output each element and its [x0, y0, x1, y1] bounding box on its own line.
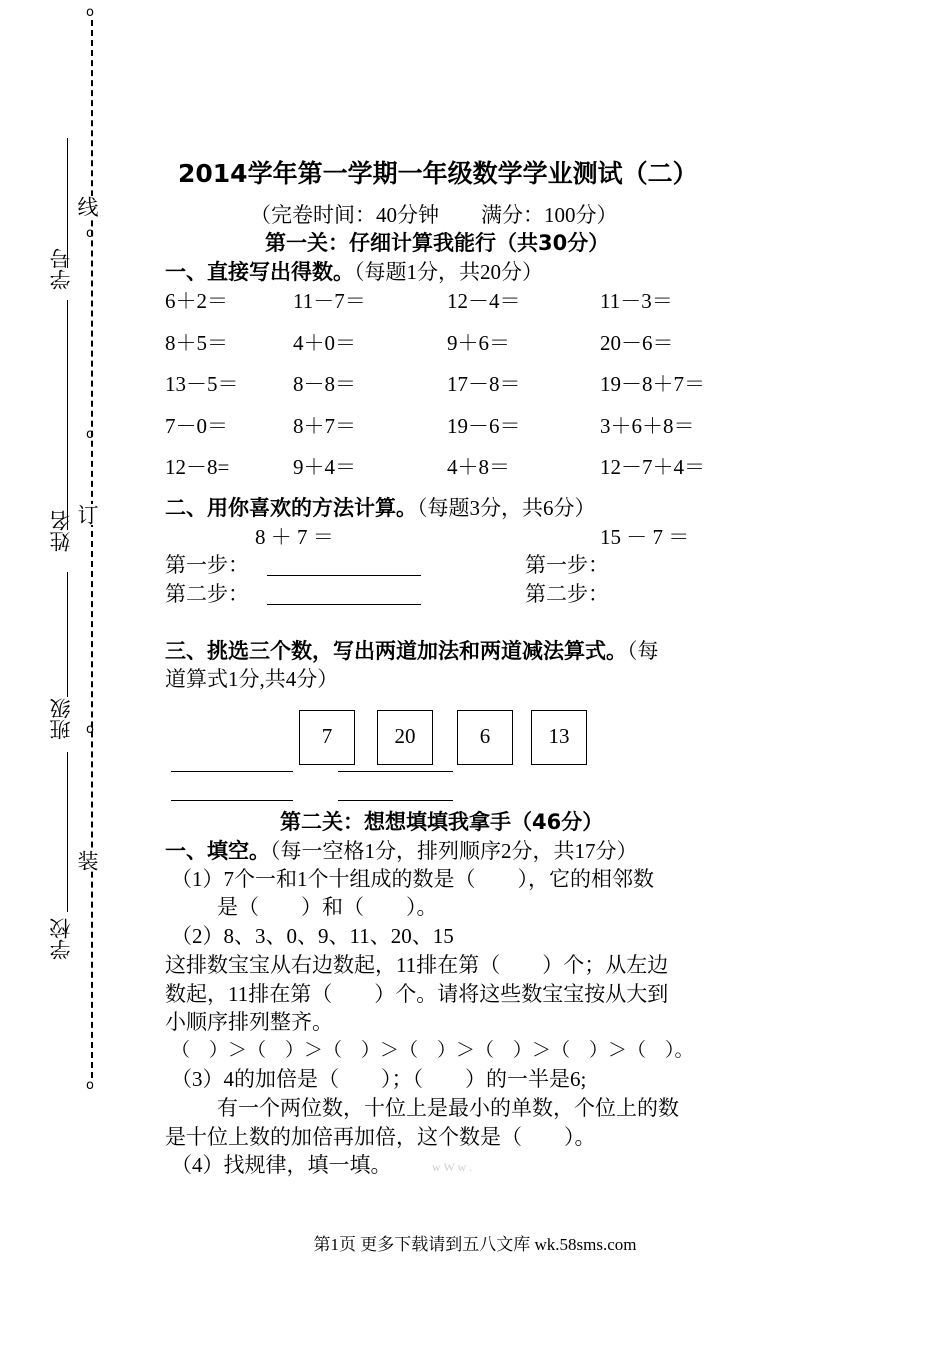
name-label: 姓名 — [49, 510, 73, 552]
binding-mark-xian: 线 — [80, 196, 102, 217]
l2-line-10: 是十位上数的加倍再加倍，这个数是（ ）。 — [165, 1125, 596, 1149]
q1-r2c1: 8＋5＝ — [165, 331, 228, 355]
binding-circle-bottom: o — [86, 1078, 94, 1093]
q3-answer-line-1[interactable] — [171, 771, 293, 772]
level1-heading — [265, 230, 609, 256]
q2-title: 二、用你喜欢的方法计算。 — [165, 496, 417, 520]
page-title: 2014学年第一学期一年级数学学业测试（二） — [178, 159, 698, 188]
student-number-label: 学号 — [49, 248, 73, 290]
l2-q1-title-row — [165, 838, 638, 864]
binding-circle-1: o — [86, 226, 94, 241]
q3-number-box: 13 — [531, 710, 587, 765]
q1-title-row — [165, 259, 543, 285]
q1-r5c1: 12－8= — [165, 455, 230, 479]
q2-step1-label-b: 第一步： — [525, 553, 609, 577]
l2-line-5: 数起，11排在第（ ）个。请将这些数宝宝按从大到 — [165, 982, 669, 1006]
q2-step2-label: 第二步： — [165, 582, 249, 606]
q1-r4c2: 8＋7＝ — [293, 414, 356, 438]
level2-heading-text: 第二关：想想填填我拿手（46分） — [280, 810, 604, 834]
l2-line-8: （3）4的加倍是（ ）；（ ）的一半是6; — [171, 1067, 587, 1091]
binding-circle-top: o — [86, 5, 94, 20]
q2-expression-2: 15 － 7 ＝ — [600, 525, 690, 549]
q2-title-row — [165, 495, 596, 521]
q3-score-a: （每 — [627, 639, 659, 663]
q3-answer-line-2[interactable] — [338, 771, 453, 772]
q2-score: （每题3分，共6分） — [417, 496, 596, 520]
l2-line-11: （4）找规律，填一填。 — [171, 1153, 392, 1177]
name-line-top — [67, 300, 68, 530]
q3-title-row — [165, 638, 659, 664]
q1-r3c1: 13－5＝ — [165, 372, 239, 396]
l2-ordering-blanks[interactable]: （ ）＞（ ）＞（ ）＞（ ）＞（ ）＞（ ）＞（ ）。 — [171, 1040, 694, 1061]
q1-r1c2: 11－7＝ — [293, 289, 366, 313]
school-line-top — [67, 752, 68, 912]
l2-line-2: 是（ ）和（ ）。 — [217, 895, 438, 919]
l2-line-1: （1）7个一和1个十组成的数是（ ），它的相邻数 — [171, 867, 654, 891]
q1-r5c3: 4＋8＝ — [447, 455, 510, 479]
binding-mark-ding: 订 — [80, 504, 102, 525]
q3-number-box: 20 — [377, 710, 433, 765]
q2-step2-label-b: 第二步： — [525, 582, 609, 606]
q1-r3c3: 17－8＝ — [447, 372, 521, 396]
q1-r4c3: 19－6＝ — [447, 414, 521, 438]
level1-heading-text: 第一关：仔细计算我能行（共30分） — [265, 231, 610, 255]
q1-score: （每题1分，共20分） — [354, 260, 543, 284]
q1-r3c4: 19－8＋7＝ — [600, 372, 705, 396]
binding-circle-2: o — [86, 427, 94, 442]
q1-r4c4: 3＋6＋8＝ — [600, 414, 695, 438]
q1-r2c4: 20－6＝ — [600, 331, 674, 355]
binding-dashed-line — [91, 20, 93, 1078]
q3-number-box: 7 — [299, 710, 355, 765]
q2-step1-answer-line[interactable] — [267, 575, 421, 576]
page-footer: 第1页 更多下载请到五八文库 wk.58sms.com — [313, 1235, 637, 1254]
q1-r1c1: 6＋2＝ — [165, 289, 228, 313]
l2-line-9: 有一个两位数，十位上是最小的单数，个位上的数 — [217, 1096, 679, 1120]
q1-title: 一、直接写出得数。 — [165, 260, 354, 284]
q1-r3c2: 8－8＝ — [293, 372, 356, 396]
q3-answer-line-3[interactable] — [171, 800, 293, 801]
q1-r5c2: 9＋4＝ — [293, 455, 356, 479]
q1-r4c1: 7－0＝ — [165, 414, 228, 438]
q3-score-b: 道算式1分,共4分） — [165, 667, 339, 691]
q1-r1c4: 11－3＝ — [600, 289, 673, 313]
q1-r5c4: 12－7＋4＝ — [600, 455, 705, 479]
l2-line-6: 小顺序排列整齐。 — [165, 1010, 333, 1034]
q3-title: 三、挑选三个数，写出两道加法和两道减法算式。 — [165, 639, 627, 663]
q2-step2-answer-line[interactable] — [267, 604, 421, 605]
watermark-text: w W w . — [432, 1160, 473, 1174]
l2-line-3: （2）8、3、0、9、11、20、15 — [171, 924, 454, 948]
q2-expression-1: 8 ＋ 7 ＝ — [255, 525, 334, 549]
q3-answer-line-4[interactable] — [338, 800, 453, 801]
q2-step1-label: 第一步： — [165, 553, 249, 577]
class-line-top — [67, 572, 68, 697]
l2-q1-title: 一、填空。 — [165, 839, 270, 863]
l2-q1-score: （每一空格1分，排列顺序2分，共17分） — [270, 839, 638, 863]
q1-r1c3: 12－4＝ — [447, 289, 521, 313]
page-subtitle: （完卷时间：40分钟 满分：100分） — [250, 203, 618, 227]
q3-number-box: 6 — [457, 710, 513, 765]
binding-mark-zhuang: 装 — [80, 850, 102, 871]
class-label: 班级 — [49, 698, 73, 740]
level2-heading — [280, 809, 603, 835]
school-label: 学校 — [49, 918, 73, 960]
q1-r2c2: 4＋0＝ — [293, 331, 356, 355]
q1-r2c3: 9＋6＝ — [447, 331, 510, 355]
binding-circle-3: o — [86, 722, 94, 737]
l2-line-4: 这排数宝宝从右边数起，11排在第（ ）个；从左边 — [165, 953, 669, 977]
